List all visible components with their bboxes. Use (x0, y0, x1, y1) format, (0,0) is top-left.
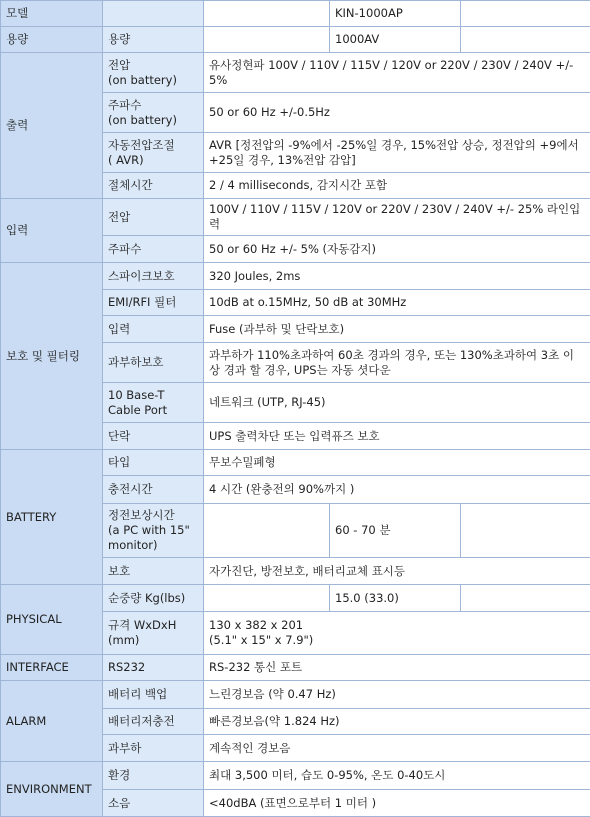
cat-battery: BATTERY (1, 450, 103, 585)
val-capacity: 1000AV (330, 27, 461, 53)
row-environment-env (1, 762, 590, 790)
val-environment-noise: <40dBA (표면으로부터 1 미터 ) (204, 790, 590, 817)
sub-capacity: 용량 (103, 27, 204, 53)
cat-capacity: 용량 (1, 27, 103, 53)
val-input-frequency: 50 or 60 Hz +/- 5% (자동감지) (204, 236, 590, 263)
val-battery-backup-empty-1 (204, 504, 330, 558)
row-output-voltage (1, 53, 590, 93)
sub-physical-weight: 순중량 Kg(lbs) (103, 585, 204, 612)
row-protection-spike (1, 263, 590, 290)
row-input-voltage (1, 199, 590, 236)
sub-output-avr: 자동전압조절 ( AVR) (103, 133, 204, 173)
sub-environment-env: 환경 (103, 762, 204, 790)
sub-alarm-low: 배터리저충전 (103, 709, 204, 735)
sub-protection-spike: 스파이크보호 (103, 263, 204, 290)
sub-alarm-backup: 배터리 백업 (103, 681, 204, 709)
cat-output: 출력 (1, 53, 103, 199)
sub-protection-input: 입력 (103, 316, 204, 343)
val-capacity-empty-2 (461, 27, 590, 53)
val-alarm-overload: 계속적인 경보음 (204, 735, 590, 762)
val-output-avr: AVR [정전압의 -9%에서 -25%일 경우, 15%전압 상승, 정전압의 +9에서 +25일 경우, 13%전압 감압] (204, 133, 590, 173)
row-battery-type (1, 450, 590, 476)
sub-model-empty (103, 1, 204, 27)
val-protection-overload: 과부하가 110%초과하여 60초 경과의 경우, 또는 130%초과하여 3초 이상 경과 할 경우, UPS는 자동 셧다운 (204, 343, 590, 383)
sub-battery-type: 타입 (103, 450, 204, 476)
val-battery-backup: 60 - 70 분 (330, 504, 461, 558)
val-capacity-empty-1 (204, 27, 330, 53)
val-protection-short: UPS 출력차단 또는 입력퓨즈 보호 (204, 423, 590, 450)
cat-protection: 보호 및 필터링 (1, 263, 103, 450)
sub-output-transfer: 절체시간 (103, 173, 204, 199)
sub-battery-protection: 보호 (103, 558, 204, 585)
val-physical-dimensions: 130 x 382 x 201 (5.1" x 15" x 7.9") (204, 612, 590, 655)
cat-model: 모델 (1, 1, 103, 27)
sub-input-voltage: 전압 (103, 199, 204, 236)
cat-input: 입력 (1, 199, 103, 263)
val-protection-input: Fuse (과부하 및 단락보호) (204, 316, 590, 343)
val-output-frequency: 50 or 60 Hz +/-0.5Hz (204, 93, 590, 133)
sub-input-frequency: 주파수 (103, 236, 204, 263)
val-physical-weight-empty-2 (461, 585, 590, 612)
val-protection-emi: 10dB at o.15MHz, 50 dB at 30MHz (204, 290, 590, 316)
row-model (1, 1, 590, 27)
val-output-voltage: 유사정현파 100V / 110V / 115V / 120V or 220V / 230V / 240V +/- 5% (204, 53, 590, 93)
val-environment-env: 최대 3,500 미터, 습도 0-95%, 온도 0-40도시 (204, 762, 590, 790)
val-physical-weight-empty-1 (204, 585, 330, 612)
val-protection-cable: 네트워크 (UTP, RJ-45) (204, 383, 590, 423)
cat-alarm: ALARM (1, 681, 103, 762)
val-alarm-low: 빠른경보음(약 1.824 Hz) (204, 709, 590, 735)
sub-battery-backup: 정전보상시간 (a PC with 15" monitor) (103, 504, 204, 558)
val-battery-charge: 4 시간 (완충전의 90%까지 ) (204, 476, 590, 504)
sub-physical-dimensions: 규격 WxDxH (mm) (103, 612, 204, 655)
sub-protection-emi: EMI/RFI 필터 (103, 290, 204, 316)
val-model: KIN-1000AP (330, 1, 461, 27)
cat-environment: ENVIRONMENT (1, 762, 103, 817)
sub-battery-charge: 충전시간 (103, 476, 204, 504)
row-capacity (1, 27, 590, 53)
sub-protection-overload: 과부하보호 (103, 343, 204, 383)
sub-output-voltage: 전압 (on battery) (103, 53, 204, 93)
val-battery-backup-empty-2 (461, 504, 590, 558)
val-battery-protection: 자가진단, 방전보호, 배터리교체 표시등 (204, 558, 590, 585)
sub-alarm-overload: 과부하 (103, 735, 204, 762)
row-physical-weight (1, 585, 590, 612)
val-output-transfer: 2 / 4 milliseconds, 감지시간 포함 (204, 173, 590, 199)
val-alarm-backup: 느린경보음 (약 0.47 Hz) (204, 681, 590, 709)
val-interface: RS-232 통신 포트 (204, 655, 590, 681)
row-interface (1, 655, 590, 681)
val-input-voltage: 100V / 110V / 115V / 120V or 220V / 230V / 240V +/- 25% 라인입력 (204, 199, 590, 236)
cat-interface: INTERFACE (1, 655, 103, 681)
sub-output-frequency: 주파수 (on battery) (103, 93, 204, 133)
val-physical-weight: 15.0 (33.0) (330, 585, 461, 612)
val-model-empty-2 (461, 1, 590, 27)
row-alarm-backup (1, 681, 590, 709)
val-battery-type: 무보수밀폐형 (204, 450, 590, 476)
val-protection-spike: 320 Joules, 2ms (204, 263, 590, 290)
sub-protection-cable: 10 Base-T Cable Port (103, 383, 204, 423)
val-model-empty-1 (204, 1, 330, 27)
sub-protection-short: 단락 (103, 423, 204, 450)
sub-interface: RS232 (103, 655, 204, 681)
sub-environment-noise: 소음 (103, 790, 204, 817)
cat-physical: PHYSICAL (1, 585, 103, 655)
